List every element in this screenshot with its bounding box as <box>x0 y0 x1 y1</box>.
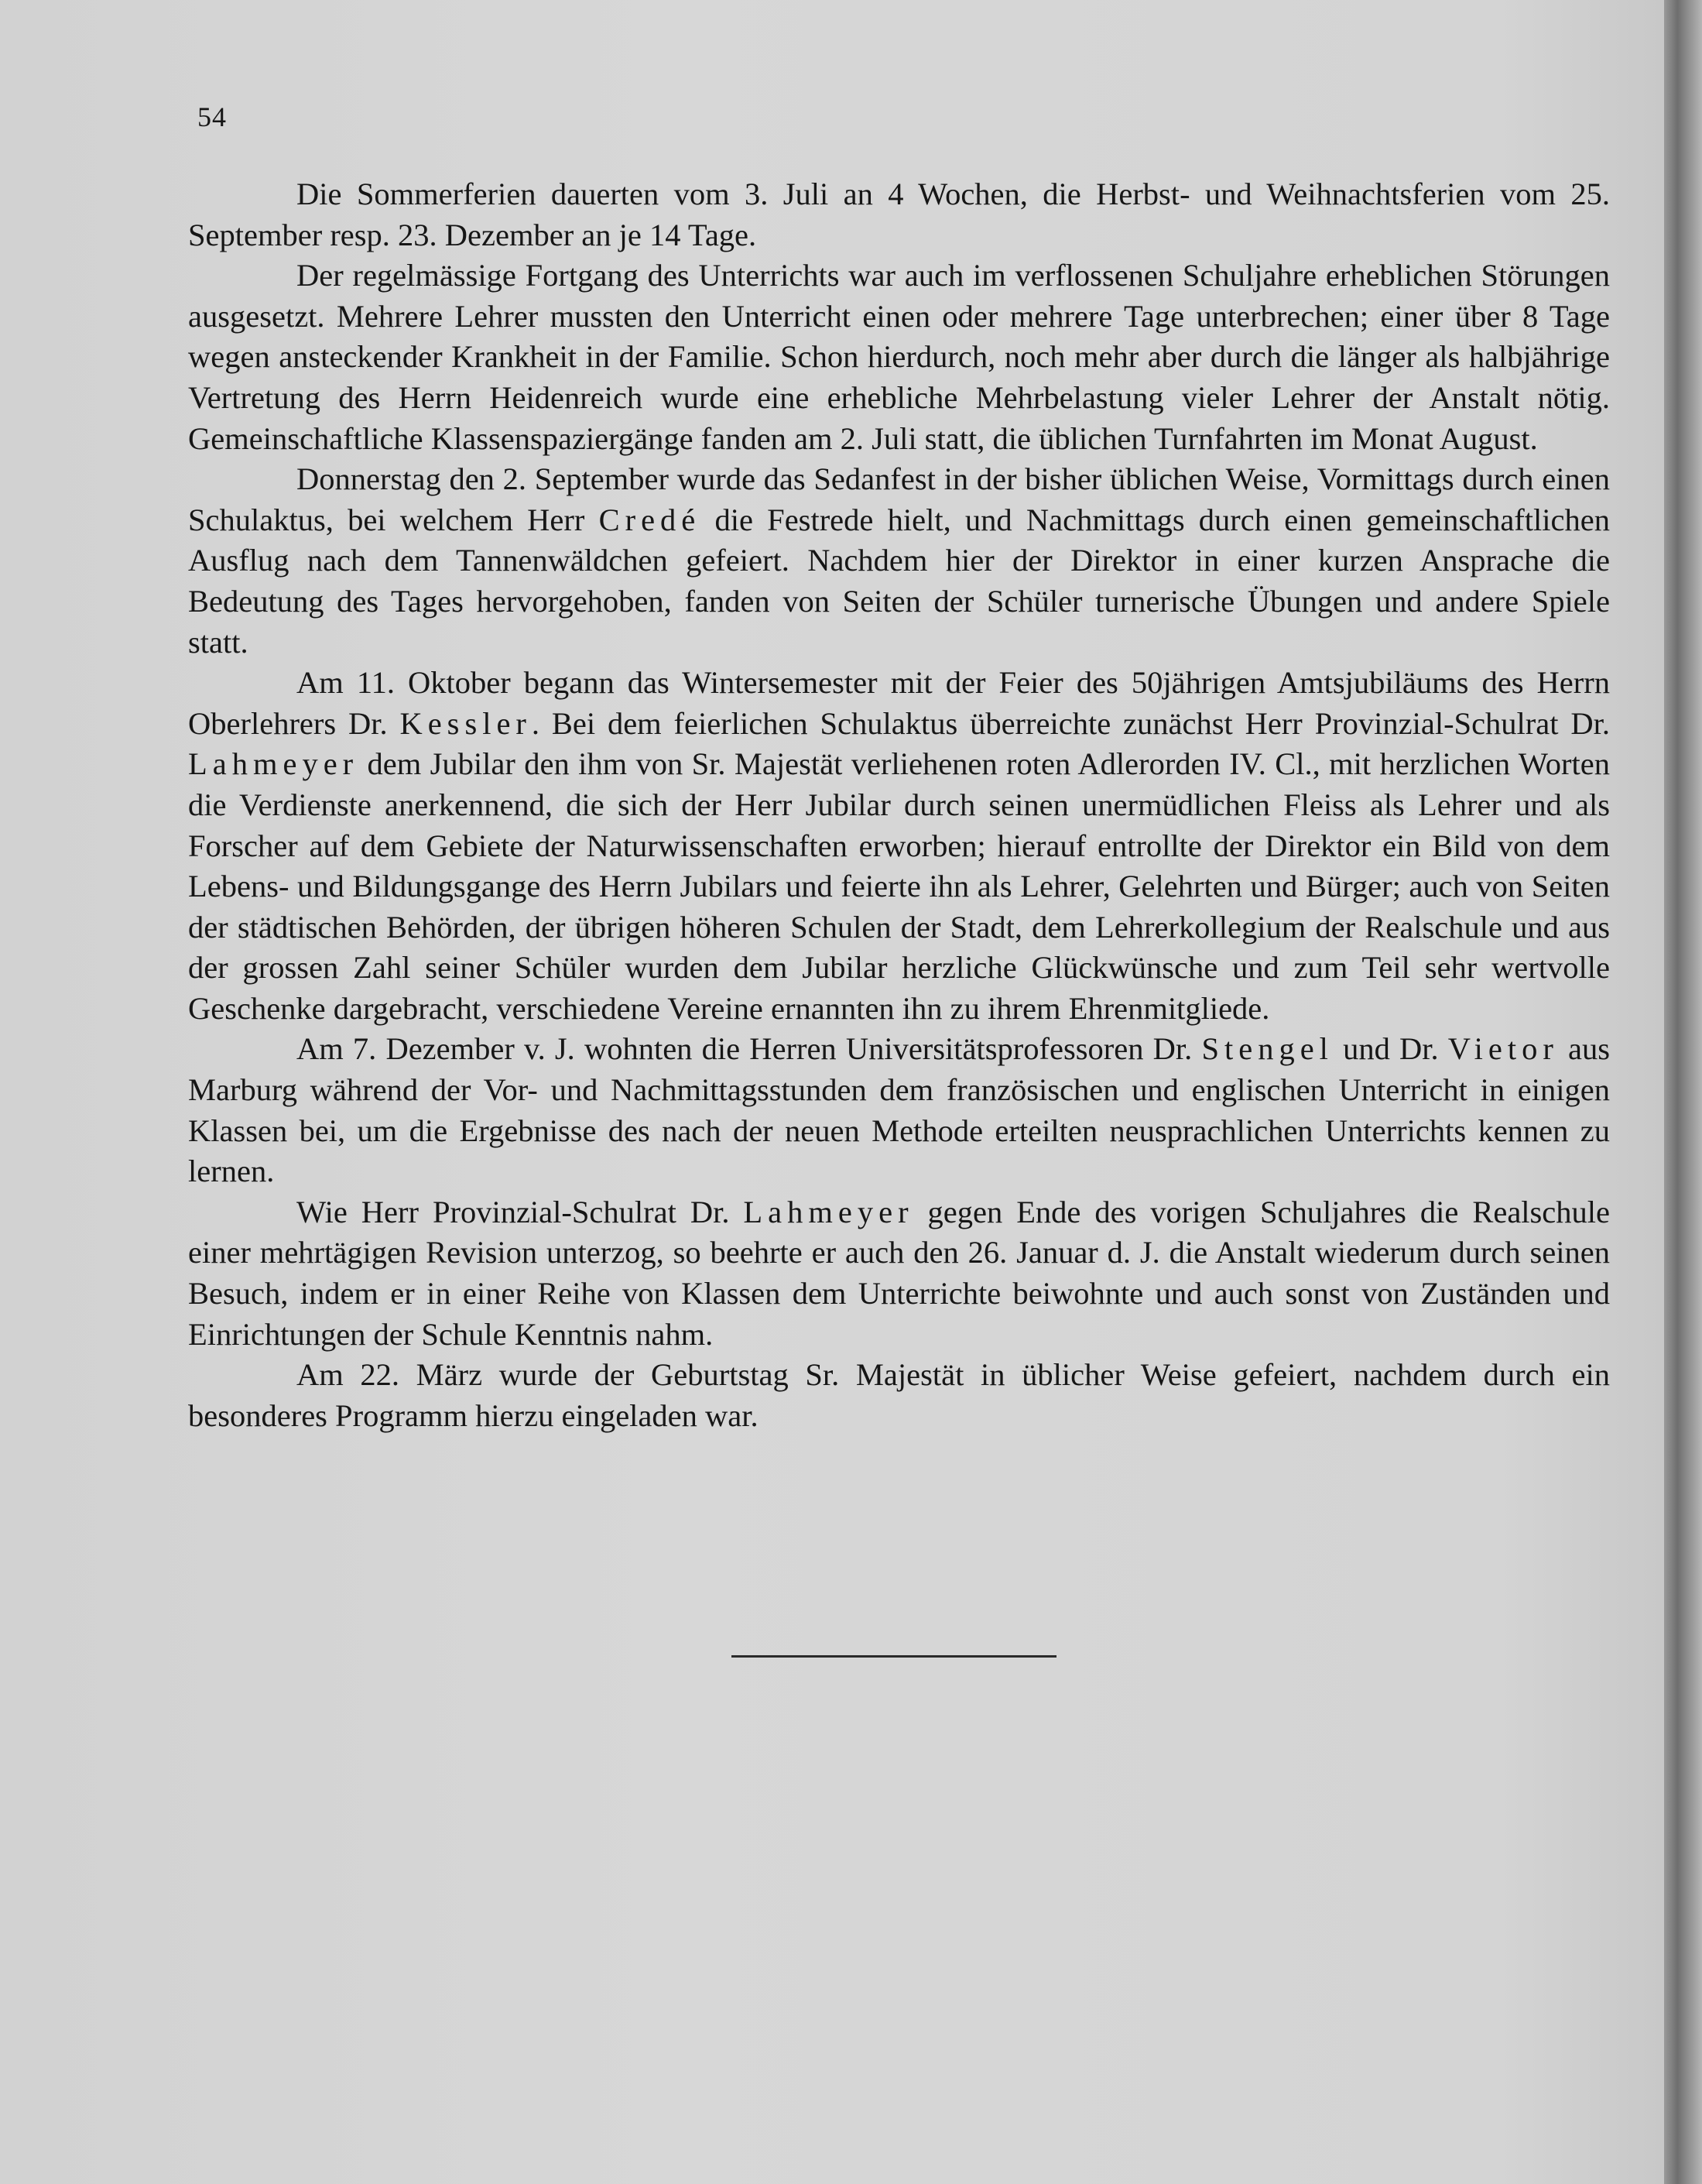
person-name: Stengel <box>1201 1031 1334 1067</box>
paragraph-text: die Festrede hielt, und Nachmittags durch einen gemeinschaftlichen Ausflug nach dem Tannenwäldchen gefeiert. Nachdem hier der Direktor in einer kurzen Ansprache die Bedeutung des Tages hervorgehoben, fanden von Seiten der Schüler turnerische Übungen und andere Spiele statt. <box>188 502 1610 660</box>
person-name: Lahmeyer <box>743 1194 914 1229</box>
page-number: 54 <box>197 101 227 132</box>
paragraph-text: aus Marburg während der Vor- und Nachmittagsstunden dem französischen und englischen Unterricht in einigen Klassen bei, um die Ergebnisse des nach der neuen Methode erteilten neusprachlichen Unterrichts kennen zu lernen. <box>188 1031 1610 1189</box>
paragraph-revision <box>188 1192 1610 1355</box>
section-divider <box>731 1655 1056 1658</box>
paragraph-sedanfest <box>188 459 1610 663</box>
paragraph-text: Die Sommerferien dauerten vom 3. Juli an 4 Wochen, die Herbst- und Weihnachtsferien vom 25. September resp. 23. Dezember an je 14 Tage. <box>188 177 1610 252</box>
paragraph-professors-visit <box>188 1029 1610 1191</box>
paragraph-text: Wie Herr Provinzial-Schulrat Dr. <box>296 1194 744 1229</box>
paragraph-jubilee <box>188 663 1610 1029</box>
paragraph-text: dem Jubilar den ihm von Sr. Majestät verliehenen roten Adlerorden IV. Cl., mit herzlichen Worten die Verdienste anerkennend, die sich der Herr Jubilar durch seinen unermüdlichen Fleiss als Lehrer und als Forscher auf dem Gebiete der Naturwissenschaften erworben; hierauf entrollte der Direktor ein Bild von dem Lebens- und Bildungsgange des Herrn Jubilars und feierte ihn als Lehrer, Gelehrten und Bürger; auch von Seiten der städtischen Behörden, der übrigen höheren Schulen der Stadt, dem Lehrerkollegium der Realschule und aus der grossen Zahl seiner Schüler wurden dem Jubilar herzliche Glückwünsche und zum Teil sehr wertvolle Geschenke dargebracht, verschiedene Vereine ernannten ihn zu ihrem Ehrenmitgliede. <box>188 746 1610 1026</box>
paragraph-text: Am 7. Dezember v. J. wohnten die Herren Universitätsprofessoren Dr. <box>296 1031 1202 1067</box>
person-name: Lahmeyer <box>188 746 359 782</box>
paragraph-text: . Bei dem feierlichen Schulaktus überreichte zunächst Herr Provinzial-Schulrat Dr. <box>531 705 1610 741</box>
paragraph-text: Der regelmässige Fortgang des Unterrichts war auch im verflossenen Schuljahre erheblichen Störungen ausgesetzt. Mehrere Lehrer mussten den Unterricht einen oder mehrere Tage unterbrechen; einer über 8 Tage wegen ansteckender Krankheit in der Familie. Schon hierdurch, noch mehr aber durch die länger als halbjährige Vertretung des Herrn Heidenreich wurde eine erhebliche Mehrbelastung vieler Lehrer der Anstalt nötig. Gemeinschaftliche Klassenspaziergänge fanden am 2. Juli statt, die üblichen Turnfahrten im Monat August. <box>188 258 1610 456</box>
paragraph-vacations <box>188 174 1610 255</box>
paragraph-birthday <box>188 1355 1610 1436</box>
person-name: Credé <box>598 502 701 537</box>
person-name: Kessler <box>399 705 532 741</box>
paragraph-text: Donnerstag den 2. September wurde das Sedanfest in der bisher üblichen Weise, Vormittags durch einen Schulaktus, bei welchem Herr <box>188 461 1610 537</box>
paragraph-text: Am 22. März wurde der Geburtstag Sr. Majestät in üblicher Weise gefeiert, nachdem durch ein besonderes Programm hierzu eingeladen war. <box>188 1357 1610 1433</box>
paragraph-text: und Dr. <box>1333 1031 1448 1067</box>
page-edge <box>1664 0 1702 2184</box>
body-text <box>188 174 1610 1436</box>
person-name: Vietor <box>1447 1031 1559 1067</box>
paragraph-text: Am 11. Oktober begann das Wintersemester mit der Feier des 50jährigen Amtsjubiläums des Herrn Oberlehrers Dr. <box>188 665 1610 741</box>
paragraph-disruptions <box>188 255 1610 459</box>
paragraph-text: gegen Ende des vorigen Schuljahres die Realschule einer mehrtägigen Revision unterzog, so beehrte er auch den 26. Januar d. J. die Anstalt wiederum durch seinen Besuch, indem er in einer Reihe von Klassen dem Unterrichte beiwohnte und auch sonst von Zuständen und Einrichtungen der Schule Kenntnis nahm. <box>188 1194 1611 1352</box>
